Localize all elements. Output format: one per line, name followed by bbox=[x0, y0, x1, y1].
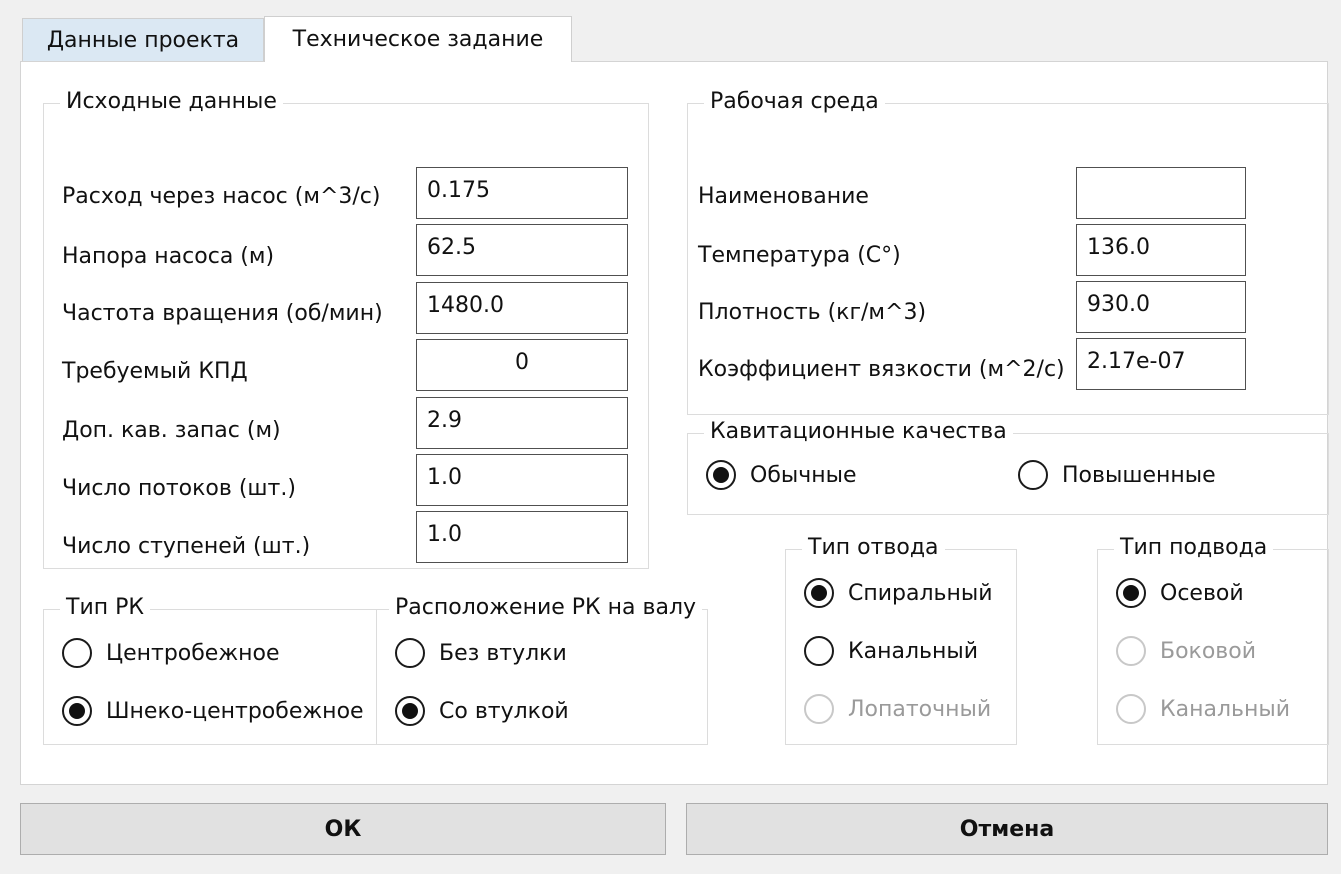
group-title: Тип подвода bbox=[1114, 535, 1273, 560]
group-title: Рабочая среда bbox=[704, 89, 885, 114]
radio-label: Со втулкой bbox=[439, 698, 569, 724]
stages-count-field[interactable]: 1.0 bbox=[416, 511, 628, 563]
radio-selected-icon bbox=[1116, 578, 1146, 608]
radio-label: Осевой bbox=[1160, 580, 1244, 606]
button-label: ОК bbox=[324, 816, 362, 842]
button-label: Отмена bbox=[959, 816, 1055, 842]
radio-outlet-vaned bbox=[804, 694, 991, 724]
group-title: Исходные данные bbox=[60, 89, 283, 114]
radio-label: Боковой bbox=[1160, 638, 1257, 664]
radio-label: Обычные bbox=[750, 462, 857, 488]
radio-screw-centrifugal[interactable] bbox=[62, 696, 364, 726]
radio-inlet-side bbox=[1116, 636, 1256, 666]
radio-label: Центробежное bbox=[106, 640, 280, 666]
radio-inlet-channel bbox=[1116, 694, 1290, 724]
temperature-label: Температура (С°) bbox=[698, 243, 901, 268]
working-medium-group bbox=[687, 89, 1329, 415]
radio-cavitation-normal[interactable] bbox=[706, 460, 857, 490]
radio-with-hub[interactable] bbox=[395, 696, 569, 726]
tab-label: Техническое задание bbox=[292, 27, 544, 52]
flow-rate-field[interactable]: 0.175 bbox=[416, 167, 628, 219]
head-label: Напора насоса (м) bbox=[62, 244, 275, 269]
radio-outlet-channel[interactable] bbox=[804, 636, 978, 666]
radio-label: Без втулки bbox=[439, 640, 567, 666]
radio-unselected-icon bbox=[395, 638, 425, 668]
npsh-label: Доп. кав. запас (м) bbox=[62, 418, 281, 443]
medium-name-label: Наименование bbox=[698, 184, 869, 209]
viscosity-label: Коэффициент вязкости (м^2/с) bbox=[698, 357, 1065, 382]
radio-selected-icon bbox=[395, 696, 425, 726]
group-title: Кавитационные качества bbox=[704, 419, 1013, 444]
density-field[interactable]: 930.0 bbox=[1076, 281, 1246, 333]
efficiency-label: Требуемый КПД bbox=[62, 359, 248, 384]
radio-label: Канальный bbox=[1160, 696, 1291, 722]
radio-disabled-icon bbox=[804, 694, 834, 724]
ok-button[interactable] bbox=[20, 803, 666, 855]
flows-count-field[interactable]: 1.0 bbox=[416, 454, 628, 506]
viscosity-field[interactable]: 2.17e-07 bbox=[1076, 338, 1246, 390]
radio-label: Спиральный bbox=[848, 580, 993, 606]
radio-centrifugal[interactable] bbox=[62, 638, 280, 668]
radio-disabled-icon bbox=[1116, 694, 1146, 724]
radio-inlet-axial[interactable] bbox=[1116, 578, 1244, 608]
radio-selected-icon bbox=[62, 696, 92, 726]
initial-data-group bbox=[43, 89, 649, 569]
radio-without-hub[interactable] bbox=[395, 638, 567, 668]
rotation-speed-label: Частота вращения (об/мин) bbox=[62, 301, 383, 326]
radio-label: Канальный bbox=[848, 638, 979, 664]
cavitation-group bbox=[687, 419, 1329, 515]
radio-label: Лопаточный bbox=[848, 696, 992, 722]
group-title: Расположение РК на валу bbox=[389, 595, 702, 620]
tab-technical-task[interactable] bbox=[264, 16, 572, 62]
radio-unselected-icon bbox=[804, 636, 834, 666]
radio-unselected-icon bbox=[1018, 460, 1048, 490]
group-title: Тип отвода bbox=[802, 535, 945, 560]
medium-name-field[interactable] bbox=[1076, 167, 1246, 219]
cancel-button[interactable] bbox=[686, 803, 1328, 855]
radio-unselected-icon bbox=[62, 638, 92, 668]
tab-project-data[interactable] bbox=[22, 18, 264, 62]
tab-content-panel bbox=[20, 61, 1328, 785]
radio-selected-icon bbox=[706, 460, 736, 490]
stages-count-label: Число ступеней (шт.) bbox=[62, 534, 311, 559]
radio-label: Повышенные bbox=[1062, 462, 1216, 488]
density-label: Плотность (кг/м^3) bbox=[698, 300, 927, 325]
radio-cavitation-improved[interactable] bbox=[1018, 460, 1216, 490]
rotation-speed-field[interactable]: 1480.0 bbox=[416, 282, 628, 334]
head-field[interactable]: 62.5 bbox=[416, 224, 628, 276]
flow-rate-label: Расход через насос (м^3/с) bbox=[62, 184, 381, 209]
radio-selected-icon bbox=[804, 578, 834, 608]
tab-label: Данные проекта bbox=[46, 28, 240, 53]
inlet-type-group bbox=[1097, 535, 1329, 745]
radio-label: Шнеко-центробежное bbox=[106, 698, 364, 724]
radio-outlet-spiral[interactable] bbox=[804, 578, 993, 608]
group-title: Тип РК bbox=[60, 595, 150, 620]
npsh-field[interactable]: 2.9 bbox=[416, 397, 628, 449]
impeller-position-group bbox=[376, 595, 708, 745]
efficiency-field[interactable]: 0 bbox=[416, 339, 628, 391]
radio-disabled-icon bbox=[1116, 636, 1146, 666]
impeller-type-group bbox=[43, 595, 377, 745]
temperature-field[interactable]: 136.0 bbox=[1076, 224, 1246, 276]
outlet-type-group bbox=[785, 535, 1017, 745]
flows-count-label: Число потоков (шт.) bbox=[62, 476, 296, 501]
